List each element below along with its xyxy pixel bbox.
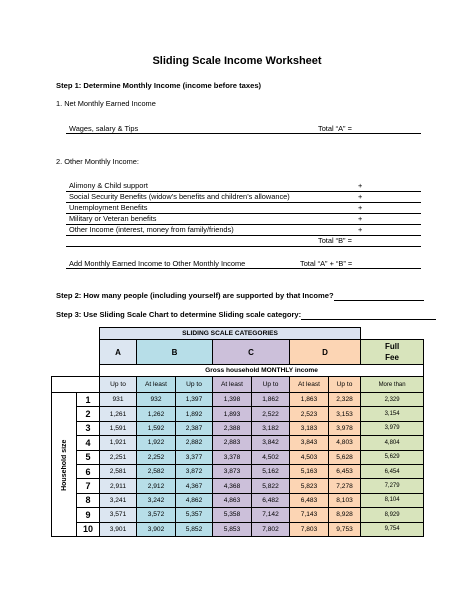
category-field[interactable] [301, 310, 436, 320]
category-d: D [290, 340, 361, 365]
household-count-field[interactable] [334, 291, 424, 301]
income-cell: 3,242 [137, 493, 176, 507]
income-cell: 4,367 [176, 479, 213, 493]
household-size: 2 [77, 407, 100, 421]
income-cell: 9,753 [329, 522, 361, 536]
table-row [52, 508, 424, 522]
income-cell: 2,252 [137, 450, 176, 464]
income-cell: 7,803 [290, 522, 329, 536]
table-row [52, 407, 424, 421]
household-size: 1 [77, 393, 100, 407]
income-cell: 5,823 [290, 479, 329, 493]
plus-sign: + [358, 214, 363, 223]
income-cell: 1,397 [176, 393, 213, 407]
income-cell: 4,862 [176, 493, 213, 507]
income-cell: 3,902 [137, 522, 176, 536]
total-b-line [66, 246, 421, 247]
income-cell: 9,754 [361, 522, 424, 536]
income-cell: 4,502 [252, 450, 290, 464]
income-cell: 1,922 [137, 436, 176, 450]
income-cell: 4,804 [361, 436, 424, 450]
col-label: Up to [176, 377, 213, 393]
income-cell: 3,182 [252, 421, 290, 435]
plus-sign: + [358, 181, 363, 190]
blank-cell [52, 365, 100, 377]
household-size-label: Household size [52, 393, 77, 537]
income-cell: 4,863 [213, 493, 252, 507]
other-income-row: Other Income (interest, money from family/friends) [69, 225, 234, 234]
category-full-fee: Full Fee [361, 340, 424, 365]
income-cell: 3,901 [100, 522, 137, 536]
income-cell: 5,629 [361, 450, 424, 464]
income-cell: 2,329 [361, 393, 424, 407]
income-cell: 8,104 [361, 493, 424, 507]
category-b: B [137, 340, 213, 365]
income-cell: 4,803 [329, 436, 361, 450]
col-label: At least [290, 377, 329, 393]
wages-label: Wages, salary & Tips [69, 124, 139, 133]
household-size: 10 [77, 522, 100, 536]
income-cell: 5,628 [329, 450, 361, 464]
total-ab-label: Total “A” + “B” = [300, 259, 353, 268]
step2-heading [56, 291, 424, 301]
income-cell: 3,873 [213, 464, 252, 478]
income-cell: 7,802 [252, 522, 290, 536]
blank-cell [52, 377, 100, 393]
income-cell: 5,162 [252, 464, 290, 478]
row-line [66, 235, 421, 236]
income-cell: 7,278 [329, 479, 361, 493]
income-cell: 1,863 [290, 393, 329, 407]
income-cell: 6,453 [329, 464, 361, 478]
income-cell: 3,153 [329, 407, 361, 421]
category-c: C [213, 340, 290, 365]
household-size: 3 [77, 421, 100, 435]
add-income-line [66, 268, 421, 269]
income-cell: 3,979 [361, 421, 424, 435]
income-cell: 1,398 [213, 393, 252, 407]
income-cell: 6,483 [290, 493, 329, 507]
income-cell: 3,571 [100, 508, 137, 522]
income-cell: 2,581 [100, 464, 137, 478]
income-cell: 931 [100, 393, 137, 407]
blank-cell [361, 328, 424, 340]
income-cell: 3,378 [213, 450, 252, 464]
table-row [52, 436, 424, 450]
household-size: 8 [77, 493, 100, 507]
income-cell: 5,853 [213, 522, 252, 536]
plus-sign: + [358, 192, 363, 201]
step1-heading: Step 1: Determine Monthly Income (income before taxes) [56, 81, 262, 90]
other-income-row: Alimony & Child support [69, 181, 148, 190]
income-cell: 3,872 [176, 464, 213, 478]
income-cell: 932 [137, 393, 176, 407]
income-cell: 2,523 [290, 407, 329, 421]
income-cell: 1,862 [252, 393, 290, 407]
income-cell: 1,262 [137, 407, 176, 421]
income-cell: 1,892 [176, 407, 213, 421]
total-b-label: Total “B” = [318, 236, 352, 245]
income-cell: 2,912 [137, 479, 176, 493]
gross-income-header: Gross household MONTHLY income [100, 365, 424, 377]
wages-line [66, 133, 421, 134]
table-row [52, 522, 424, 536]
income-cell: 2,522 [252, 407, 290, 421]
page-title: Sliding Scale Income Worksheet [152, 55, 322, 67]
table-row [52, 450, 424, 464]
income-cell: 2,251 [100, 450, 137, 464]
income-cell: 8,928 [329, 508, 361, 522]
income-cell: 3,843 [290, 436, 329, 450]
household-size: 5 [77, 450, 100, 464]
income-cell: 5,163 [290, 464, 329, 478]
table-row [52, 393, 424, 407]
col-label: Up to [329, 377, 361, 393]
total-a-label: Total “A” = [318, 124, 352, 133]
household-size: 4 [77, 436, 100, 450]
income-cell: 2,388 [213, 421, 252, 435]
income-cell: 4,503 [290, 450, 329, 464]
sliding-scale-table [51, 327, 424, 537]
income-cell: 7,143 [290, 508, 329, 522]
income-cell: 5,358 [213, 508, 252, 522]
income-cell: 2,911 [100, 479, 137, 493]
income-cell: 2,387 [176, 421, 213, 435]
income-cell: 6,454 [361, 464, 424, 478]
income-cell: 3,377 [176, 450, 213, 464]
step2-text: Step 2: How many people (including yourself) are supported by that Income? [56, 291, 334, 300]
other-income-label: 2. Other Monthly Income: [56, 157, 139, 166]
income-cell: 2,882 [176, 436, 213, 450]
category-a: A [100, 340, 137, 365]
income-cell: 3,154 [361, 407, 424, 421]
income-cell: 3,978 [329, 421, 361, 435]
income-cell: 3,842 [252, 436, 290, 450]
income-cell: 3,572 [137, 508, 176, 522]
income-cell: 7,279 [361, 479, 424, 493]
income-cell: 2,883 [213, 436, 252, 450]
col-label: At least [213, 377, 252, 393]
income-cell: 7,142 [252, 508, 290, 522]
col-label: At least [137, 377, 176, 393]
income-cell: 4,368 [213, 479, 252, 493]
income-cell: 5,357 [176, 508, 213, 522]
income-cell: 1,261 [100, 407, 137, 421]
income-cell: 1,921 [100, 436, 137, 450]
income-cell: 8,103 [329, 493, 361, 507]
income-cell: 2,328 [329, 393, 361, 407]
income-cell: 2,582 [137, 464, 176, 478]
col-label: Up to [100, 377, 137, 393]
col-label: More than [361, 377, 424, 393]
step3-text: Step 3: Use Sliding Scale Chart to determine Sliding scale category: [56, 310, 302, 319]
household-size: 7 [77, 479, 100, 493]
table-row [52, 464, 424, 478]
add-income-label: Add Monthly Earned Income to Other Monthly Income [69, 259, 246, 268]
blank-cell [52, 328, 100, 340]
income-cell: 3,183 [290, 421, 329, 435]
plus-sign: + [358, 203, 363, 212]
step3-heading [56, 310, 436, 320]
income-cell: 5,852 [176, 522, 213, 536]
net-income-label: 1. Net Monthly Earned Income [56, 99, 156, 108]
other-income-row: Unemployment Benefits [69, 203, 148, 212]
other-income-row: Military or Veteran benefits [69, 214, 157, 223]
income-cell: 1,591 [100, 421, 137, 435]
table-row [52, 493, 424, 507]
income-cell: 5,822 [252, 479, 290, 493]
income-cell: 1,592 [137, 421, 176, 435]
household-size: 6 [77, 464, 100, 478]
plus-sign: + [358, 225, 363, 234]
col-label: Up to [252, 377, 290, 393]
other-income-row: Social Security Benefits (widow’s benefits and children’s allowance) [69, 192, 290, 201]
income-cell: 3,241 [100, 493, 137, 507]
table-row [52, 421, 424, 435]
income-cell: 6,482 [252, 493, 290, 507]
table-header: SLIDING SCALE CATEGORIES [100, 328, 361, 340]
household-size: 9 [77, 508, 100, 522]
table-row [52, 479, 424, 493]
blank-cell [52, 340, 100, 365]
income-cell: 1,893 [213, 407, 252, 421]
income-cell: 8,929 [361, 508, 424, 522]
